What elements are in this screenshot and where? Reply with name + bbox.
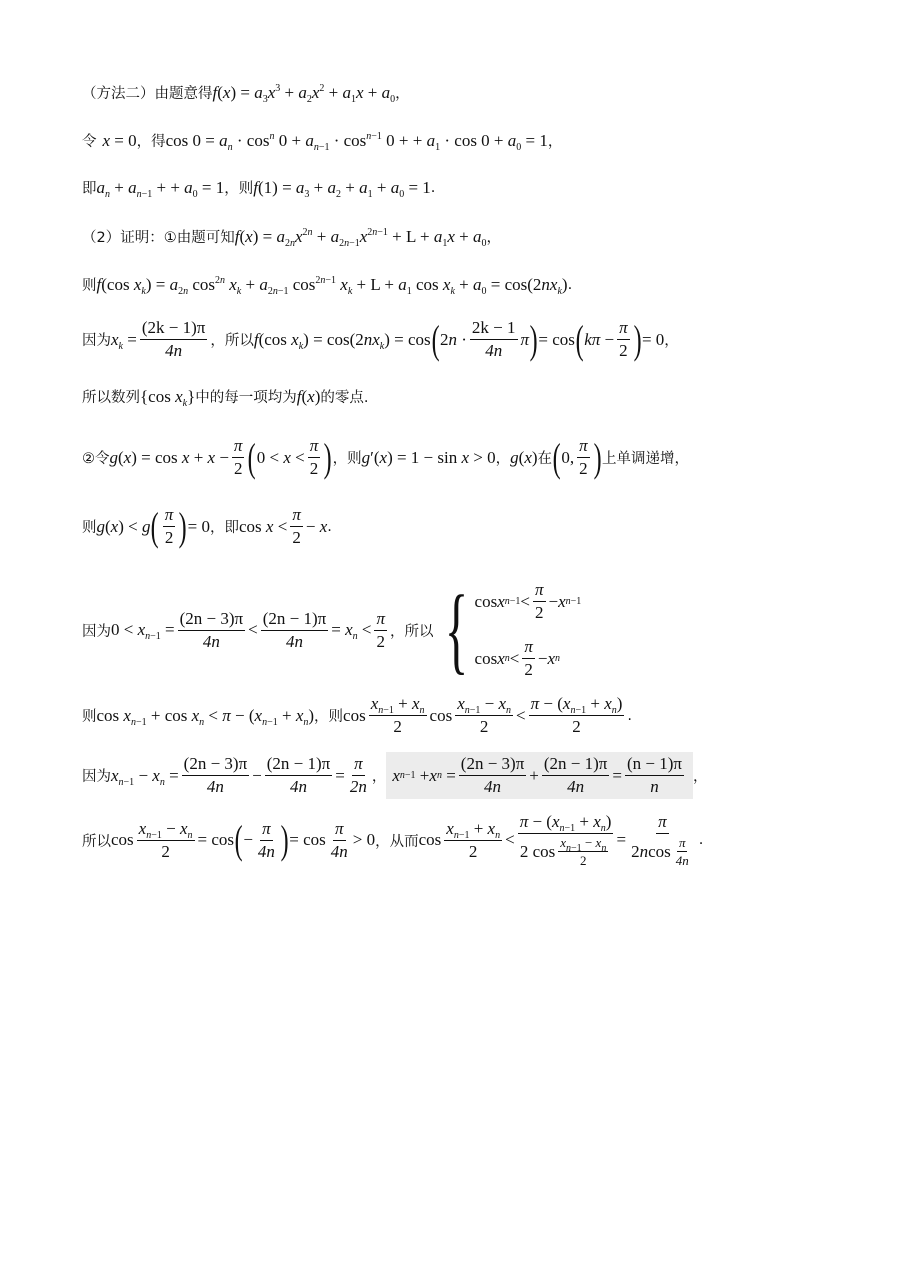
zero-point-line: 所以数列 {cos $x_k$} 中的每一项均为 f(x) 的零点. (82, 386, 369, 409)
sum-coefficients-line: 即 $a_n + a_{n-1}$ + + $a_0 = 1$ ，则 $f(1) = a_3 + a_2 + a_1 + a_0 = 1$ . (82, 177, 436, 200)
method-two-label: （方法二）由题意得 (82, 86, 213, 102)
proof-label: （2）证明：①由题可知 (82, 230, 235, 246)
proof-part-two-line: （2）证明：①由题可知 $f(x) = a_{2n}x^{2n} + a_{2n-1}x^{2n-1} + L + a_1x + a_0$ ， (82, 226, 501, 249)
highlighted-sum-expression: x n−1 + x n = $\frac{(2n - 3)\pi}{4n}$ + $\frac{(2n - 1)\pi}{4n}$ = $\frac{(n - 1)\pi}{n}$ (386, 752, 693, 799)
sum-cos-line: 则 $\cos x_{n-1} + \cos x_n < \pi - (x_{n-1} + x_n)$ ，则 cos $\frac{x_{n-1} + x_n}{2}$ cos $\frac{x_{n-1} - x_n}{2}$ < $\frac{\pi - (x_{n-1} + x_n)}{2}$ . (82, 694, 633, 736)
f-cos-xk-line: 则 f(cos $x_k) = a_{2n}$ $\cos^{2n} x_k + a_{2n-1}$ $\cos^{2n-1} x_k + L + a_1$ $\cos x_k + a_0 = \cos(2nx_k)$ . (82, 274, 573, 297)
cos-zero-equation: $\cos 0 = a_n \cdot \cos^n 0 + a_{n-1} \cdot \cos^{n-1} 0$ + + $a_1 \cdot \cos 0 + a_0 = 1$ (165, 130, 548, 153)
method-two-line: （方法二）由题意得 $f(x) = a_3x^3 + a_2x^2 + a_1x + a_0$ ， (82, 82, 410, 105)
xn-range-line: 因为 $0 < x_{n-1}$ = $\frac{(2n - 3)\pi}{4n}$ < $\frac{(2n - 1)\pi}{4n}$ = $x_n$ < $\frac{\pi}{2}$ ，所以 { cos x n−1 < $\frac{\pi}{2}$ − x n−1 cos x n < $\frac{\pi}{2}$ − x n (82, 576, 582, 684)
xk-definition-line: 因为 $x_k$ = $\frac{(2k - 1)\pi}{4n}$ ，所以 f(cos $x_k) = \cos(2nx_k) = \cos$ ( 2n · $\frac{2k - 1}{4n}$ π ) = cos ( kπ − $\frac{\pi}{2}$ ) = 0 ， (82, 316, 679, 362)
substitute-zero-line: 令 x = 0 ，得 $\cos 0 = a_n \cdot \cos^n 0 + a_{n-1} \cdot \cos^{n-1} 0$ + + $a_1 \cdot \cos 0 + a_0 = 1$ ， (82, 130, 563, 153)
final-conclusion-line: 所以 cos $\frac{x_{n-1} - x_n}{2}$ = cos ( − $\frac{\pi}{4n}$ ) = cos $\frac{\pi}{4n}$ > 0 ，从而 cos $\frac{x_{n-1} + x_n}{2}$ < $\pi - (x_{n-1} + x_n)$ 2 cos $\frac{x_{n-1} - x_n}{2}$ = π 2 n cos $\frac{\pi}{4n}$ . (82, 812, 704, 868)
polynomial-cubic: $f(x) = a_3x^3 + a_2x^2 + a_1x + a_0$ (212, 82, 396, 105)
cos-inequality-line: 则 g(x) < g ( $\frac{\pi}{2}$ ) = 0 ，即 cos x < $\frac{\pi}{2}$ − x . (82, 503, 332, 549)
difference-sum-line: 因为 $x_{n-1} - x_n$ = $\frac{(2n - 3)\pi}{4n}$ − $\frac{(2n - 1)\pi}{4n}$ = $\frac{\pi}{2n}$ ， x n−1 + x n = $\frac{(2n - 3)\pi}{4n}$ + $\frac{(2n - 1)\pi}{4n}$ = $\frac{(n - 1)\pi}{n}$ ， (82, 752, 707, 799)
g-function-line: ②令 g(x) = cos x + x − $\frac{\pi}{2}$ ( 0 < x < $\frac{\pi}{2}$ ) ，则 g′(x) = 1 − sin x > 0 ， g(x) 在 ( 0, $\frac{\pi}{2}$ ) 上单调递增， (82, 434, 689, 480)
